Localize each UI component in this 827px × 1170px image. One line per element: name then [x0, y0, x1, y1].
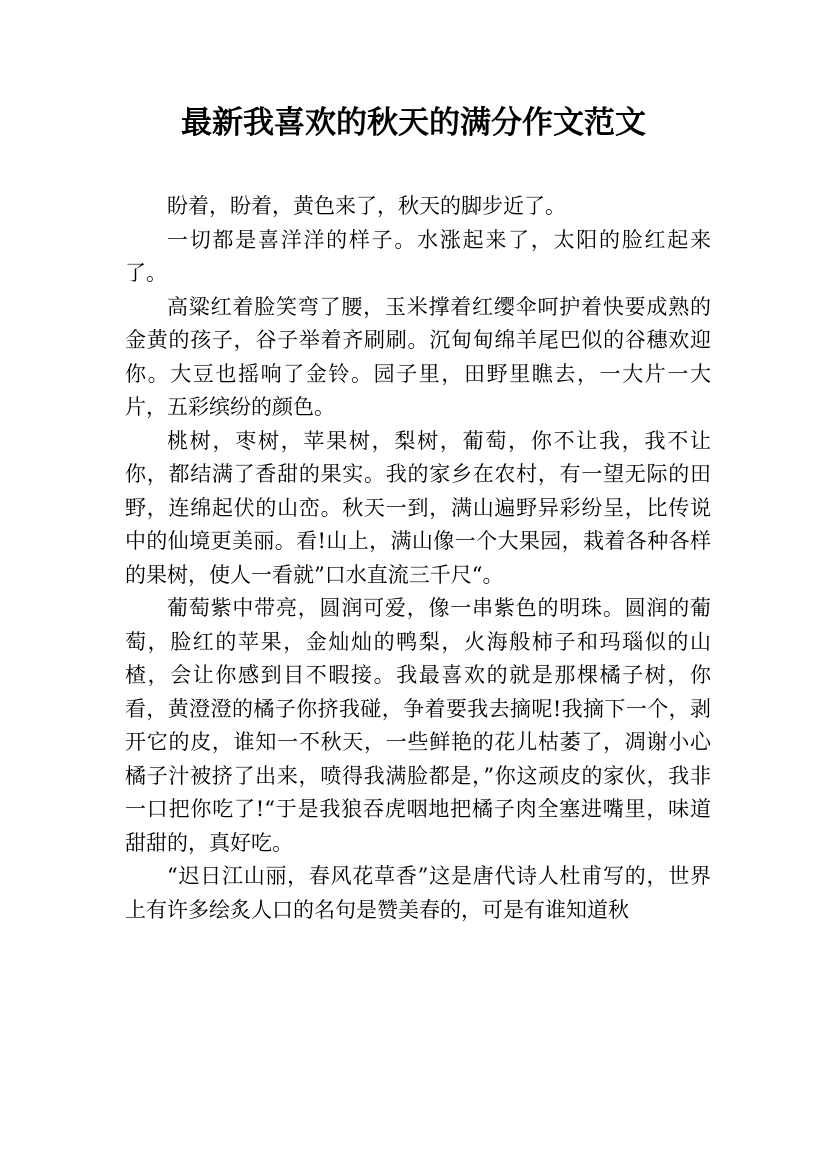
paragraph: 葡萄紫中带亮，圆润可爱，像一串紫色的明珠。圆润的葡萄，脸红的苹果，金灿灿的鸭梨，火海般柿子和玛瑙似的山楂，会让你感到目不暇接。我最喜欢的就是那棵橘子树，你看，黄澄澄的橘子你挤我碰，争着要我去摘呢!我摘下一个，剥开它的皮，谁知一不秋天，一些鲜艳的花儿枯萎了，凋谢小心橘子汁被挤了出来，喷得我满脸都是，”你这顽皮的家伙，我非一口把你吃了!“于是我狼吞虎咽地把橘子肉全塞进嘴里，味道甜甜的，真好吃。	[125, 596, 711, 855]
paragraph: 高粱红着脸笑弯了腰，玉米撑着红缨伞呵护着快要成熟的金黄的孩子，谷子举着齐刷刷。沉甸甸绵羊尾巴似的谷穗欢迎你。大豆也摇响了金铃。园子里，田野里瞧去，一大片一大片，五彩缤纷的颜色。	[125, 294, 711, 419]
paragraph: 桃树，枣树，苹果树，梨树，葡萄，你不让我，我不让你，都结满了香甜的果实。我的家乡在农村，有一望无际的田野，连绵起伏的山峦。秋天一到，满山遍野异彩纷呈，比传说中的仙境更美丽。看!山上，满山像一个大果园，栽着各种各样的果树，使人一看就”口水直流三千尺“。	[125, 428, 711, 587]
paragraph: “迟日江山丽，春风花草香”这是唐代诗人杜甫写的，世界上有许多绘炙人口的名句是赞美春的，可是有谁知道秋	[125, 864, 711, 922]
document-title: 最新我喜欢的秋天的满分作文范文	[181, 105, 646, 141]
paragraph: 一切都是喜洋洋的样子。水涨起来了，太阳的脸红起来了。	[125, 227, 711, 285]
document-body	[125, 190, 711, 927]
paragraph: 盼着，盼着，黄色来了，秋天的脚步近了。	[167, 194, 566, 218]
